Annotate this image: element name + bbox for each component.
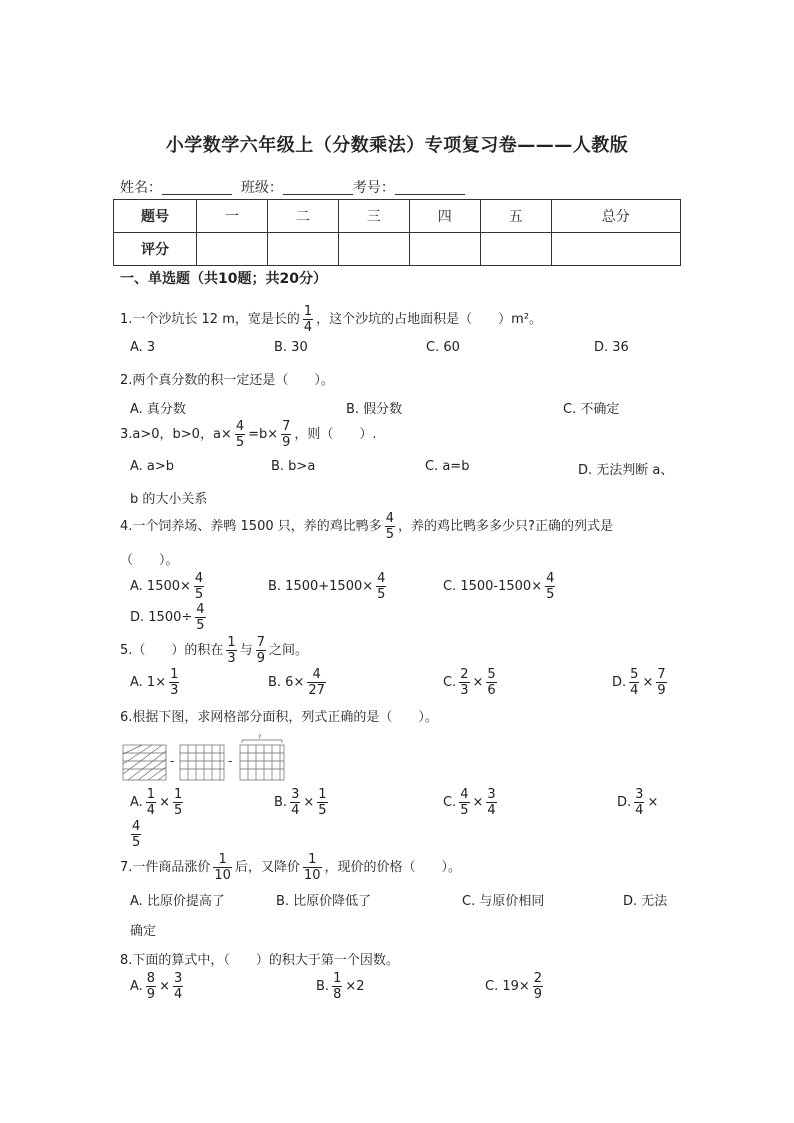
question-4-line2: （ ）。 (120, 553, 179, 568)
question-2: 2.两个真分数的积一定还是（ ）。 (120, 373, 334, 388)
q2-option-c[interactable]: C. 不确定 (563, 402, 620, 417)
fraction: $\frac{1}{3}$ (227, 635, 236, 666)
q5-option-a[interactable]: A. 1× $\frac{1}{3}$ (130, 667, 179, 698)
score-cell[interactable] (338, 233, 409, 266)
q7-option-a[interactable]: A. 比原价提高了 (130, 894, 225, 909)
fraction: $\frac{5}{4}$ (630, 667, 639, 698)
fraction: $\frac{4}{5}$ (196, 602, 205, 633)
fraction: $\frac{1}{10}$ (303, 852, 321, 883)
page-title: 小学数学六年级上（分数乘法）专项复习卷———人教版 (165, 135, 629, 156)
fraction: $\frac{1}{3}$ (170, 667, 179, 698)
svg-text:-: - (170, 754, 175, 768)
q1-option-d[interactable]: D. 36 (594, 340, 629, 355)
table-col-3: 三 (338, 200, 409, 233)
fraction: $\frac{2}{9}$ (533, 971, 543, 1002)
question-7: 7.一件商品涨价 $\frac{1}{10}$ 后，又降价 $\frac{1}{10}$ ，现价的价格（ ）。 (120, 852, 462, 883)
class-label: 班级： (240, 180, 283, 196)
q5-option-d[interactable]: D. $\frac{5}{4}$ × $\frac{7}{9}$ (612, 667, 666, 698)
score-table (113, 199, 681, 266)
score-cell[interactable] (480, 233, 551, 266)
fraction: $\frac{1}{5}$ (173, 787, 183, 818)
q6-option-c[interactable]: C. $\frac{4}{5}$ × $\frac{3}{4}$ (443, 787, 496, 818)
q2-option-b[interactable]: B. 假分数 (346, 402, 403, 417)
q5-option-b[interactable]: B. 6× $\frac{4}{27}$ (268, 667, 325, 698)
number-label: 考号： (352, 180, 395, 196)
question-3: 3.a>0，b>0，a× $\frac{4}{5}$ =b× $\frac{7}{9}$ ，则（ ）. (120, 419, 377, 450)
fraction: $\frac{4}{27}$ (308, 667, 325, 698)
fraction: $\frac{8}{9}$ (146, 971, 156, 1002)
q4-option-c[interactable]: C. 1500-1500× $\frac{4}{5}$ (443, 571, 555, 602)
question-6: 6.根据下图，求网格部分面积，列式正确的是（ ）。 (120, 710, 438, 725)
question-8: 8.下面的算式中，（ ）的积大于第一个因数。 (120, 953, 399, 968)
table-col-4: 四 (409, 200, 480, 233)
q1-option-c[interactable]: C. 60 (426, 340, 460, 355)
table-col-total: 总分 (551, 200, 680, 233)
fraction: $\frac{4}{5}$ (194, 571, 204, 602)
fraction: $\frac{4}{5}$ (132, 819, 141, 850)
score-cell[interactable] (409, 233, 480, 266)
fraction: $\frac{4}{5}$ (377, 571, 386, 602)
q4-option-b[interactable]: B. 1500+1500× $\frac{4}{5}$ (268, 571, 386, 602)
fraction: $\frac{1}{8}$ (333, 971, 342, 1002)
name-field[interactable] (162, 180, 232, 195)
q7-option-d-continued: 确定 (130, 924, 157, 939)
score-cell[interactable] (267, 233, 338, 266)
section-heading: 一、单选题（共10题；共20分） (120, 271, 327, 287)
q3-option-b[interactable]: B. b>a (271, 459, 316, 474)
fraction: $\frac{3}{4}$ (487, 787, 496, 818)
svg-text:-: - (228, 754, 233, 768)
q3-option-d[interactable]: D. 无法判断 a、 (578, 463, 674, 478)
q3-option-a[interactable]: A. a>b (130, 459, 175, 474)
table-col-2: 二 (267, 200, 338, 233)
grid-rectangle-with-bracket (240, 740, 284, 780)
table-col-5: 五 (480, 200, 551, 233)
fraction: $\frac{7}{9}$ (256, 635, 265, 666)
q5-option-c[interactable]: C. $\frac{2}{3}$ × $\frac{5}{6}$ (443, 667, 496, 698)
fraction: $\frac{4}{5}$ (546, 571, 555, 602)
fraction: $\frac{1}{5}$ (318, 787, 327, 818)
student-info (120, 177, 465, 197)
q6-option-a[interactable]: A. $\frac{1}{4}$ × $\frac{1}{5}$ (130, 787, 183, 818)
q1-text: 1.一个沙坑长 12 m，宽是长的 (120, 312, 300, 327)
fraction: $\frac{1}{4}$ (303, 304, 313, 335)
score-cell[interactable] (551, 233, 680, 266)
q8-option-b[interactable]: B. $\frac{1}{8}$ ×2 (316, 971, 365, 1002)
fraction: $\frac{4}{5}$ (235, 419, 245, 450)
number-field[interactable] (395, 180, 465, 195)
question-5: 5.（ ）的积在 $\frac{1}{3}$ 与 $\frac{7}{9}$ 之间。 (120, 635, 308, 666)
class-field[interactable] (283, 180, 353, 195)
q6-option-b[interactable]: B. $\frac{3}{4}$ × $\frac{1}{5}$ (274, 787, 327, 818)
figure-question-mark: ? (258, 734, 262, 741)
fraction: $\frac{5}{6}$ (487, 667, 496, 698)
grid-rectangle (180, 745, 224, 780)
hatched-rectangle (123, 745, 166, 780)
q4-option-d[interactable]: D. 1500÷ $\frac{4}{5}$ (130, 602, 205, 633)
q1-option-a[interactable]: A. 3 (130, 340, 156, 355)
table-head-question-number: 题号 (114, 200, 197, 233)
name-label: 姓名： (120, 180, 162, 196)
fraction: $\frac{4}{5}$ (460, 787, 469, 818)
table-col-1: 一 (197, 200, 268, 233)
fraction: $\frac{7}{9}$ (657, 667, 666, 698)
question-1 (120, 305, 542, 334)
q3-option-d-continued: b 的大小关系 (130, 492, 208, 507)
q1-text-end: ，这个沙坑的占地面积是（ ）m²。 (316, 312, 543, 327)
fraction: $\frac{1}{4}$ (146, 787, 156, 818)
fraction: $\frac{3}{4}$ (635, 787, 644, 818)
q2-option-a[interactable]: A. 真分数 (130, 402, 186, 417)
q4-option-a[interactable]: A. 1500× $\frac{4}{5}$ (130, 571, 204, 602)
fraction: $\frac{1}{10}$ (214, 852, 231, 883)
q8-option-a[interactable]: A. $\frac{8}{9}$ × $\frac{3}{4}$ (130, 971, 183, 1002)
fraction: $\frac{7}{9}$ (282, 419, 291, 450)
q8-option-c[interactable]: C. 19× $\frac{2}{9}$ (485, 971, 543, 1002)
table-head-score: 评分 (114, 233, 197, 266)
q3-option-c[interactable]: C. a=b (425, 459, 470, 474)
question-4: 4.一个饲养场、养鸭 1500 只，养的鸡比鸭多 $\frac{4}{5}$ ，养的鸡比鸭多多少只?正确的列式是 (120, 511, 613, 542)
fraction: $\frac{3}{4}$ (291, 787, 300, 818)
fraction: $\frac{3}{4}$ (173, 971, 183, 1002)
grid-figure (122, 734, 292, 784)
q7-option-b[interactable]: B. 比原价降低了 (276, 894, 372, 909)
fraction: $\frac{4}{5}$ (385, 511, 395, 542)
q6-option-d-continued (128, 820, 144, 849)
q6-option-d[interactable]: D. $\frac{3}{4}$ × (617, 787, 659, 818)
fraction: $\frac{2}{3}$ (460, 667, 469, 698)
q7-option-c[interactable]: C. 与原价相同 (462, 894, 545, 909)
score-cell[interactable] (197, 233, 268, 266)
q7-option-d[interactable]: D. 无法 (623, 894, 668, 909)
q1-option-b[interactable]: B. 30 (274, 340, 308, 355)
